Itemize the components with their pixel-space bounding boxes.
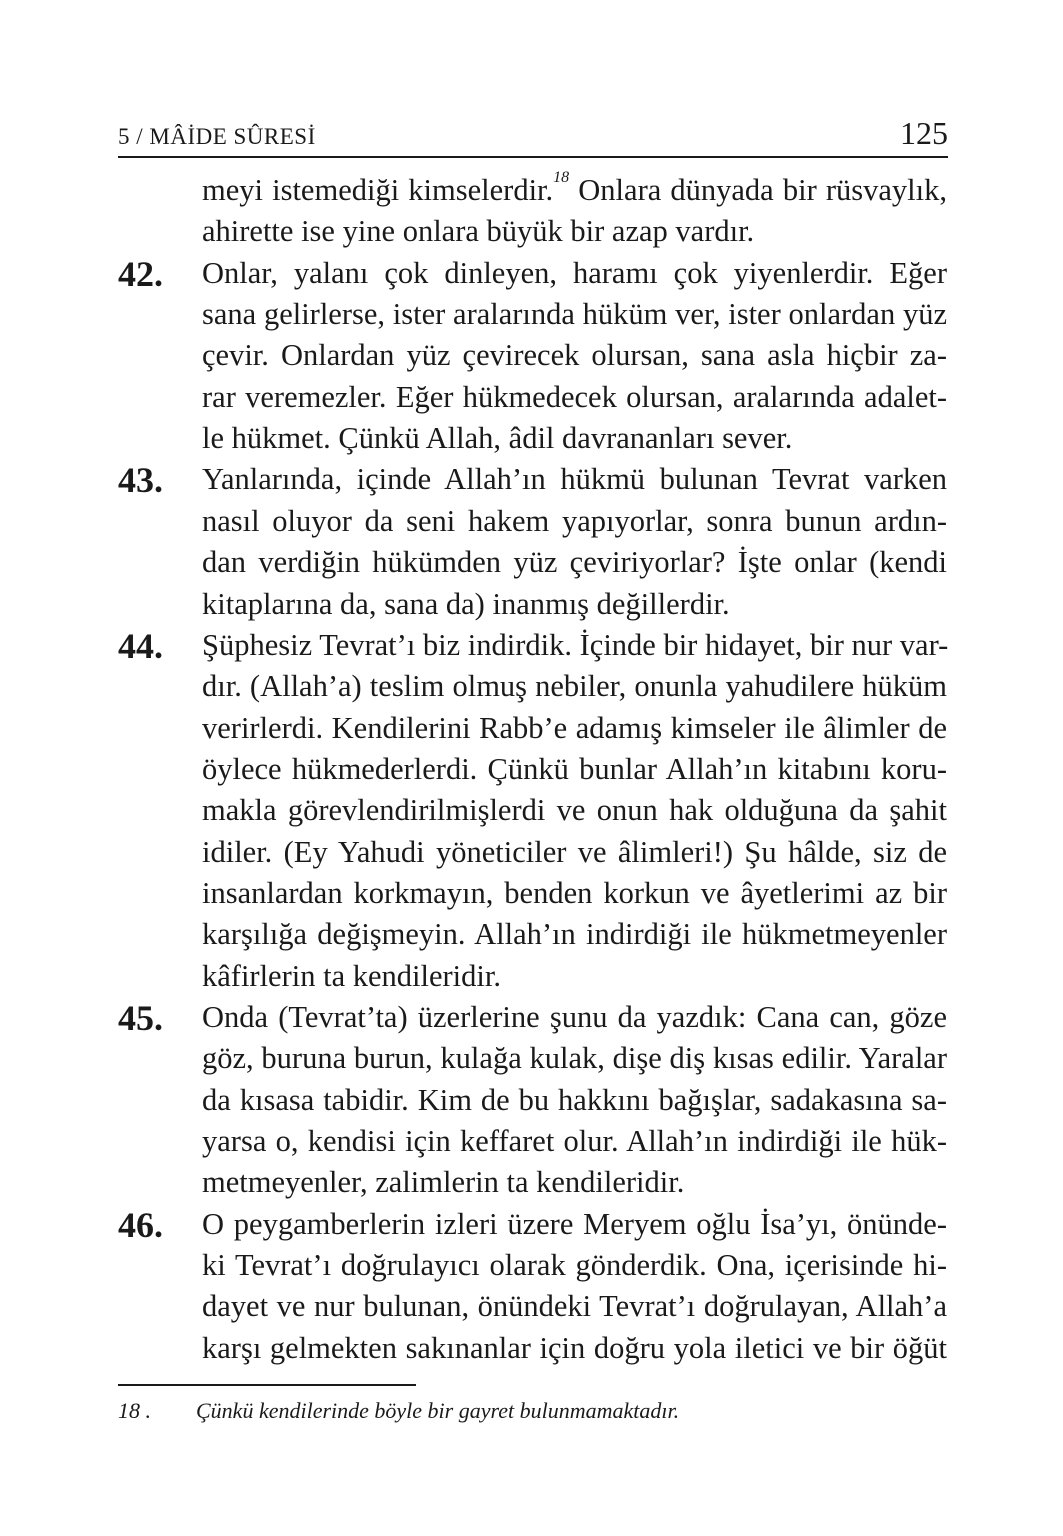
verse-number: 42. bbox=[118, 253, 163, 294]
verse-number: 46. bbox=[118, 1204, 163, 1245]
text-line: yarsa o, kendisi için keffaret olur. Allah’ın indirdiği ile hük- bbox=[202, 1124, 947, 1159]
text-line: sana gelirlerse, ister aralarında hüküm ver, ister onlardan yüz bbox=[202, 297, 947, 332]
page-number: 125 bbox=[900, 115, 948, 151]
text-line: öylece hükmederlerdi. Çünkü bunlar Allah’ın kitabını koru- bbox=[202, 751, 947, 786]
text-line: Onlar, yalanı çok dinleyen, haramı çok yiyenlerdir. Eğer bbox=[202, 255, 947, 290]
text-line: dan verdiğin hükümden yüz çeviriyorlar? İşte onlar (kendi bbox=[202, 545, 947, 580]
text-line bbox=[202, 170, 947, 210]
text-segment: Onlara dünyada bir rüsvaylık, bbox=[569, 173, 947, 207]
verse-number: 43. bbox=[118, 460, 163, 501]
text-line: le hükmet. Çünkü Allah, âdil davrananları sever. bbox=[202, 421, 793, 456]
text-line: dır. (Allah’a) teslim olmuş nebiler, onunla yahudilere hüküm bbox=[202, 669, 947, 704]
text-line: verirlerdi. Kendilerini Rabb’e adamış kimseler ile âlimler de bbox=[202, 710, 947, 745]
text-line: kâfirlerin ta kendileridir. bbox=[202, 958, 501, 993]
text-line: göz, buruna burun, kulağa kulak, dişe diş kısas edilir. Yaralar bbox=[202, 1041, 947, 1076]
text-segment: meyi istemediği kimselerdir. bbox=[202, 173, 554, 207]
text-line: çevir. Onlardan yüz çevirecek olursan, sana asla hiçbir za- bbox=[202, 338, 947, 373]
text-line: kitaplarına da, sana da) inanmış değillerdir. bbox=[202, 586, 730, 621]
text-line: idiler. (Ey Yahudi yöneticiler ve âlimleri!) Şu hâlde, siz de bbox=[202, 834, 947, 869]
verse-number: 44. bbox=[118, 625, 163, 666]
footnote-text: Çünkü kendilerinde böyle bir gayret bulunmamaktadır. bbox=[196, 1398, 680, 1423]
text-line: karşılığa değişmeyin. Allah’ın indirdiği ile hükmetmeyenler bbox=[202, 917, 947, 952]
text-line: insanlardan korkmayın, benden korkun ve âyetlerimi az bir bbox=[202, 875, 947, 910]
running-header bbox=[118, 112, 948, 158]
text-line: Yanlarında, içinde Allah’ın hükmü bulunan Tevrat varken bbox=[202, 462, 947, 497]
text-line: ki Tevrat’ı doğrulayıcı olarak gönderdik. Ona, içerisinde hi- bbox=[202, 1248, 947, 1283]
verse-number: 45. bbox=[118, 998, 163, 1038]
text-line: da kısasa tabidir. Kim de bu hakkını bağışlar, sadakasına sa- bbox=[202, 1082, 947, 1117]
footnote-reference: 18 bbox=[553, 169, 570, 186]
running-title: 5 / MÂİDE SÛRESİ bbox=[118, 124, 316, 149]
text-line: dayet ve nur bulunan, önündeki Tevrat’ı doğrulayan, Allah’a bbox=[202, 1289, 947, 1324]
text-line: ahirette ise yine onlara büyük bir azap vardır. bbox=[202, 214, 755, 249]
text-line: metmeyenler, zalimlerin ta kendileridir. bbox=[202, 1165, 685, 1200]
footnote-rule bbox=[118, 1384, 416, 1386]
text-line: Şüphesiz Tevrat’ı biz indirdik. İçinde bir hidayet, bir nur var- bbox=[202, 627, 949, 662]
footnote-number: 18 . bbox=[118, 1398, 151, 1423]
text-line: O peygamberlerin izleri üzere Meryem oğlu İsa’yı, önünde- bbox=[202, 1206, 947, 1241]
text-line: nasıl oluyor da seni hakem yapıyorlar, sonra bunun ardın- bbox=[202, 503, 947, 538]
text-line: Onda (Tevrat’ta) üzerlerine şunu da yazdık: Cana can, göze bbox=[202, 1000, 947, 1034]
text-line: rar veremezler. Eğer hükmedecek olursan, aralarında adalet- bbox=[202, 379, 947, 414]
text-line: makla görevlendirilmişlerdi ve onun hak olduğuna da şahit bbox=[202, 793, 947, 828]
text-line: karşı gelmekten sakınanlar için doğru yola iletici ve bir öğüt bbox=[202, 1330, 947, 1365]
